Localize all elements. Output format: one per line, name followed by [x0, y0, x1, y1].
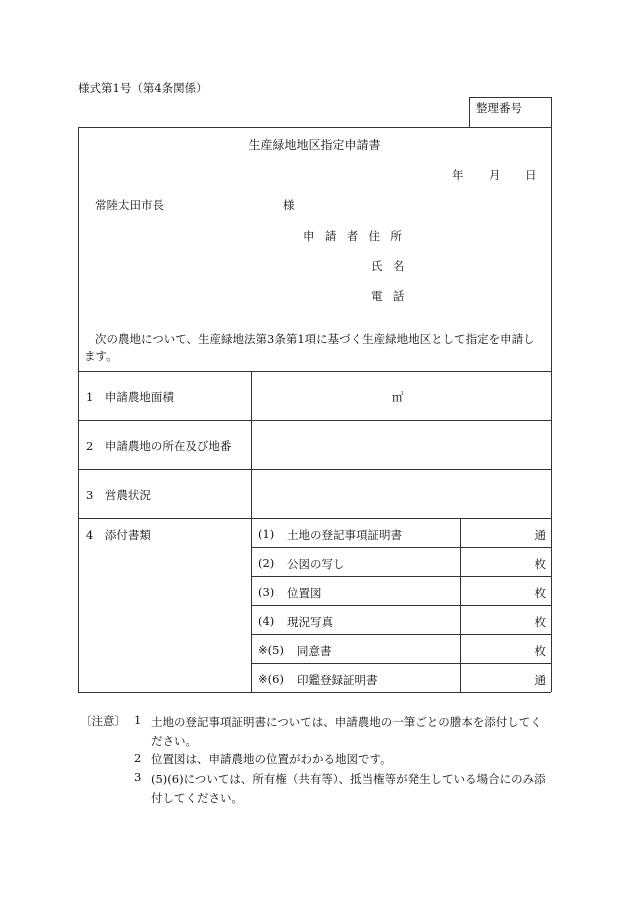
attachment-line-3 — [251, 605, 551, 606]
date-year: 年 — [452, 168, 464, 182]
attachment-unit: 枚 — [534, 586, 546, 600]
attachment-unit: 通 — [534, 528, 546, 542]
frame-bottom — [78, 692, 551, 693]
attachment-name: 位置図 — [287, 586, 322, 600]
attachment-num: ※(6) — [258, 672, 284, 686]
attachment-unit: 枚 — [534, 557, 546, 571]
frame-right — [551, 97, 552, 692]
note-text-2: 位置図は、申請農地の位置がわかる地図です。 — [151, 752, 392, 766]
attachment-line-4 — [251, 634, 551, 635]
seiri-label: 整理番号 — [476, 101, 522, 115]
applicant-name-label: 氏名 — [371, 259, 415, 273]
attachment-num: (2) — [258, 556, 275, 570]
applicant-phone-label: 電話 — [371, 289, 415, 303]
attachment-name: 公図の写し — [287, 557, 345, 571]
addressee-honorific: 様 — [283, 198, 295, 212]
attachment-num: ※(5) — [258, 643, 284, 657]
note-number: 3 — [134, 770, 142, 784]
note-text — [151, 713, 549, 751]
area-unit: ㎡ — [392, 390, 404, 404]
document-title: 生産緑地地区指定申請書 — [248, 138, 381, 152]
row-line-1 — [78, 371, 551, 372]
note-text — [151, 770, 549, 808]
attachment-unit: 通 — [534, 673, 546, 687]
row-label-location: 2 申請農地の所在及び地番 — [86, 439, 232, 453]
note-number: 1 — [134, 713, 142, 727]
frame-left — [78, 127, 79, 692]
row-label-attachments: 4 添付書類 — [86, 528, 151, 542]
seiri-box-top — [469, 97, 551, 98]
row-line-3 — [78, 469, 551, 470]
frame-top — [78, 127, 551, 128]
date-month: 月 — [489, 168, 501, 182]
attachment-line-2 — [251, 576, 551, 577]
applicant-address-label: 申請者住所 — [303, 229, 413, 243]
attachment-line-1 — [251, 547, 551, 548]
attachment-unit: 枚 — [534, 615, 546, 629]
attachment-num: (3) — [258, 585, 275, 599]
request-text: 次の農地について、生産緑地法第3条第1項に基づく生産緑地地区として指定を申請します。 — [84, 332, 535, 363]
attachment-num: (4) — [258, 614, 275, 628]
row-line-4 — [78, 518, 551, 519]
attachment-name: 土地の登記事項証明書 — [287, 528, 402, 542]
addressee: 常陸太田市長 — [95, 198, 164, 212]
seiri-box-left — [469, 97, 470, 127]
column-divider — [251, 371, 252, 692]
note-text-3: (5)(6)については、所有権（共有等）、抵当権等が発生している場合にのみ添付してください。 — [151, 772, 546, 805]
form-number-label: 様式第1号（第4条関係） — [78, 81, 208, 95]
attachment-num: (1) — [258, 527, 275, 541]
attachment-name: 同意書 — [297, 644, 332, 658]
note-number: 2 — [134, 751, 142, 765]
attachment-name: 印鑑登録証明書 — [297, 673, 378, 687]
row-label-farming: 3 営農状況 — [86, 488, 151, 502]
attachment-unit: 枚 — [534, 644, 546, 658]
row-label-area: 1 申請農地面積 — [86, 390, 174, 404]
attachment-name: 現況写真 — [287, 615, 333, 629]
attachment-line-5 — [251, 663, 551, 664]
date-day: 日 — [525, 168, 537, 182]
notes-label: 〔注意〕 — [80, 714, 126, 728]
row-line-2 — [78, 420, 551, 421]
note-text-1: 土地の登記事項証明書については、申請農地の一筆ごとの謄本を添付してください。 — [151, 715, 542, 748]
